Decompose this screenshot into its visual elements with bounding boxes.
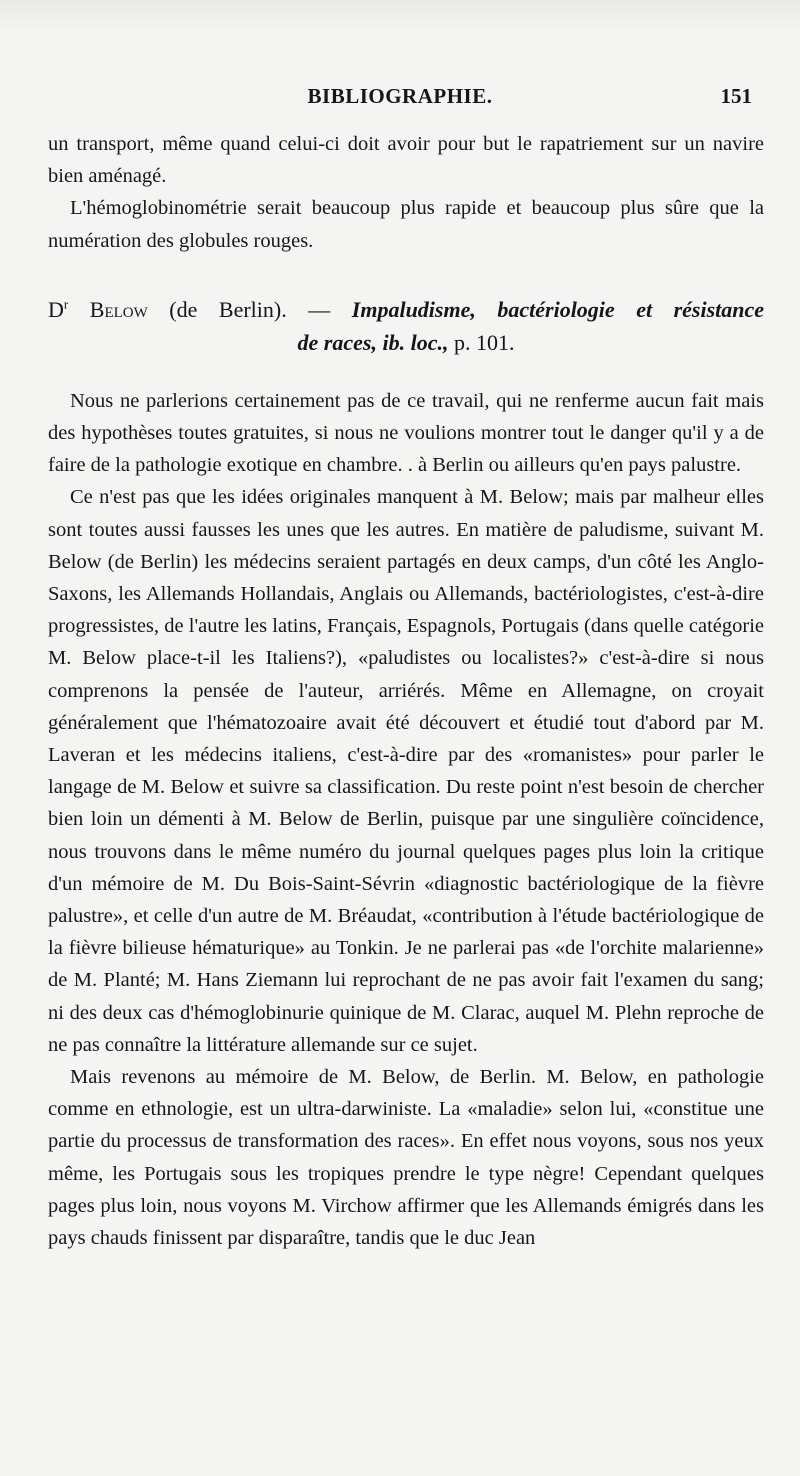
author-prefix: D <box>48 296 64 322</box>
paragraph-ce-n-est-pas: Ce n'est pas que les idées originales manquent à M. Below; mais par malheur elles sont toutes aussi fausses les unes que les autres. En matière de paludisme, suivant M. Below (de Berlin) les médecins seraient partagés en deux camps, d'un côté les Anglo-Saxons, les Allemands Hollandais, Anglais ou Allemands, bactériologistes, c'est-à-dire progressistes, de l'autre les latins, Français, Espagnols, Portugais (dans quelle catégorie M. Below place-t-il les Italiens?), «paludistes ou localistes?» c'est-à-dire si nous comprenons la pensée de l'auteur, arriérés. Même en Allemagne, on croyait généralement que l'hématozoaire avait été découvert et étudié tout d'abord par M. Laveran et les médecins italiens, c'est-à-dire par des «romanistes» pour parler le langage de M. Below et suivre sa classification. Du reste point n'est besoin de chercher bien loin un démenti à M. Below de Berlin, puisque par une singulière coïncidence, nous trouvons dans le même numéro du journal quelques pages plus loin la critique d'un mémoire de M. Du Bois-Saint-Sévrin «diagnostic bactériologique de la fièvre palustre», et celle d'un autre de M. Bréaudat, «contribution à l'étude bactériologique de la fièvre bilieuse hématurique» au Tonkin. Je ne parlerai pas «de l'orchite malarienne» de M. Planté; M. Hans Ziemann lui reprochant de ne pas avoir fait l'examen du sang; ni des deux cas d'hémoglobinurie quinique de M. Clarac, auquel M. Plehn reproche de ne pas connaître la littérature allemande sur ce sujet. <box>48 486 764 1056</box>
entry-title: Impaludisme, bactériologie et résistance <box>351 296 765 322</box>
author-name: Below <box>89 296 148 322</box>
running-head <box>48 84 752 114</box>
page-number: 151 <box>720 84 752 108</box>
entry-page-ref: p. 101. <box>453 329 515 355</box>
entry-heading-line1 <box>48 293 764 326</box>
entry-title-continued: de races, ib. loc., <box>297 329 449 355</box>
bibliography-entry-heading <box>48 293 764 359</box>
paragraph-nous-ne-parlerions: Nous ne parlerions certainement pas de ce travail, qui ne renferme aucun fait mais des hypothèses toutes gratuites, si nous ne voulions montrer tout le danger qu'il y a de faire de la pathologie exotique en chambre. . à Berlin ou ailleurs qu'en pays palustre. <box>48 389 764 477</box>
author-place: (de Berlin). — <box>169 296 331 322</box>
running-title: BIBLIOGRAPHIE. <box>307 84 493 108</box>
paragraph-hemoglobinometrie: L'hémoglobinométrie serait beaucoup plus rapide et beaucoup plus sûre que la numération des globules rouges. <box>48 197 764 252</box>
continued-paragraph: un transport, même quand celui-ci doit avoir pour but le rapatriement sur un navire bien aménagé. <box>48 133 764 188</box>
page-content <box>48 128 764 1254</box>
author-prefix-sup: r <box>63 296 69 312</box>
entry-heading-line2 <box>48 326 764 359</box>
paragraph-mais-revenons: Mais revenons au mémoire de M. Below, de Berlin. M. Below, en pathologie comme en ethnologie, est un ultra-darwiniste. La «maladie» selon lui, «constitue une partie du processus de transformation des races». En effet nous voyons, sous nos yeux même, les Portugais sous les tropiques prendre le type nègre! Cependant quelques pages plus loin, nous voyons M. Virchow affirmer que les Allemands émigrés dans les pays chauds finissent par disparaître, tandis que le duc Jean <box>48 1066 764 1250</box>
